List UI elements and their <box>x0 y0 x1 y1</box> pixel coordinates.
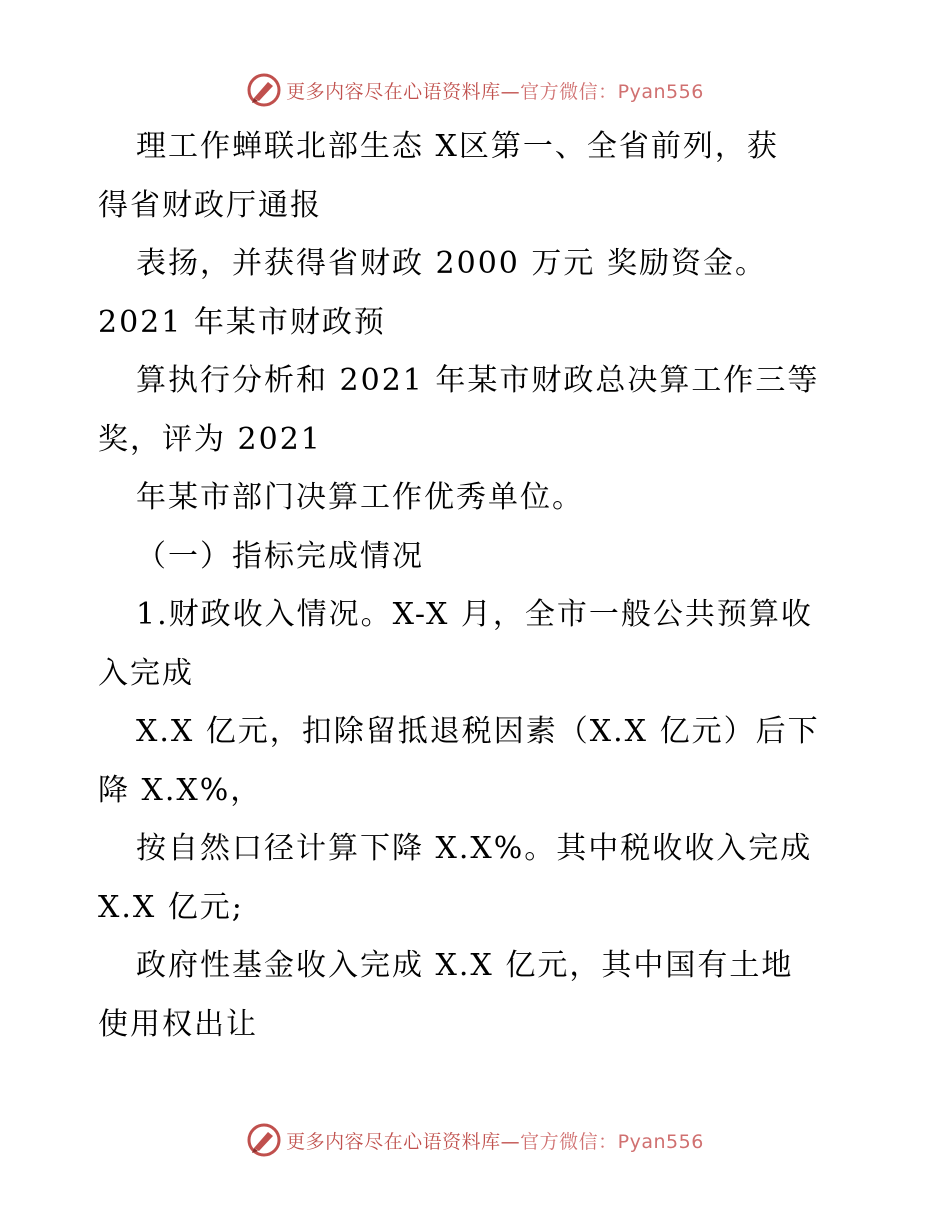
banner-text: 更多内容尽在心语资料库—官方微信：Pyan556 <box>286 1130 704 1153</box>
text-line: 奖，评为 2021 <box>98 421 322 457</box>
text-line: 1.财政收入情况。X-X 月，全市一般公共预算收 <box>136 597 813 632</box>
text-line: 表扬，并获得省财政 2000 万元 奖励资金。 <box>136 246 767 281</box>
document-body <box>98 118 858 1054</box>
text-line: X.X 亿元，扣除留抵退税因素（X.X 亿元）后下 <box>136 714 820 749</box>
pen-logo-icon <box>246 72 282 108</box>
text-line: 算执行分析和 2021 年某市财政总决算工作三等 <box>136 363 820 398</box>
text-line: 降 X.X%， <box>98 772 263 808</box>
text-line: 2021 年某市财政预 <box>98 304 386 340</box>
text-line: X.X 亿元; <box>98 889 244 925</box>
text-line: 理工作蝉联北部生态 X区第一、全省前列，获 <box>136 129 779 164</box>
header-banner <box>0 70 950 110</box>
text-line: 政府性基金收入完成 X.X 亿元，其中国有土地 <box>136 948 794 983</box>
text-line: 使用权出让 <box>98 1006 258 1042</box>
pen-logo-icon <box>246 1122 282 1158</box>
text-line: 入完成 <box>98 655 194 691</box>
section-heading: （一）指标完成情况 <box>136 538 424 574</box>
text-line: 年某市部门决算工作优秀单位。 <box>136 480 584 515</box>
text-line: 按自然口径计算下降 X.X%。其中税收收入完成 <box>136 831 813 866</box>
text-line: 得省财政厅通报 <box>98 187 322 223</box>
banner-text: 更多内容尽在心语资料库—官方微信：Pyan556 <box>286 80 704 103</box>
footer-banner <box>0 1120 950 1160</box>
